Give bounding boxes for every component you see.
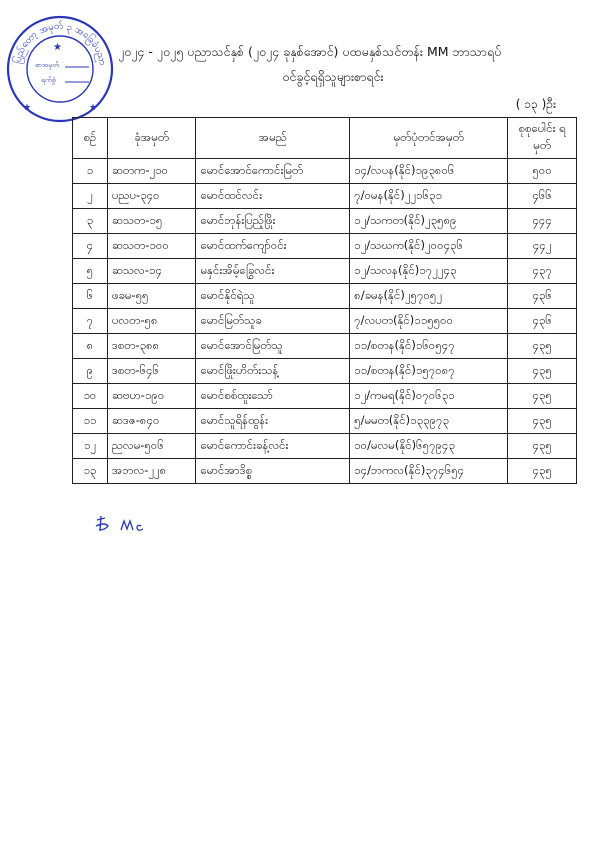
header-roll-number: ခုံအမှတ်	[107, 118, 196, 159]
svg-text:★: ★	[89, 103, 98, 113]
row-serial: ၁၂	[73, 434, 108, 459]
row-nrc-number: ၁၁/စတန(နိုင်)၁၆၀၅၄၇	[350, 334, 508, 359]
row-name: မနှင်းအိမ့်ခြွေလင်း	[196, 259, 350, 284]
row-name: မောင်မြတ်သူခ	[196, 309, 350, 334]
admission-list-table	[72, 117, 577, 484]
row-roll-number: ညလမ-၅၀၆	[107, 434, 196, 459]
row-serial: ၈	[73, 334, 108, 359]
row-serial: ၁	[73, 159, 108, 184]
table-row	[73, 284, 577, 309]
row-total-marks: ၅၀၀	[508, 159, 577, 184]
row-roll-number: ပလတ-၅၈	[107, 309, 196, 334]
row-nrc-number: ၁၂/သဃက(နိုင်)၂၀၀၄၃၆	[350, 234, 508, 259]
row-total-marks: ၄၃၅	[508, 434, 577, 459]
row-roll-number: ဖခမ-၅၅	[107, 284, 196, 309]
title-line-1: ၂၀၂၄ - ၂၀၂၅ ပညာသင်နှစ် (၂၀၂၄ ခုနှစ်အောင်) ပထမနှစ်သင်တန်း MM ဘာသာရပ်	[118, 44, 502, 59]
row-roll-number: ပညပ-၃၄၀	[107, 184, 196, 209]
row-total-marks: ၄၃၆	[508, 309, 577, 334]
row-total-marks: ၄၃၅	[508, 459, 577, 484]
row-serial: ၉	[73, 359, 108, 384]
row-nrc-number: ၁၄/ဘကလ(နိုင်)၃၇၄၆၅၄	[350, 459, 508, 484]
table-row	[73, 334, 577, 359]
row-roll-number: အဘလ-၂၂၈	[107, 459, 196, 484]
header-serial: စဉ်	[73, 118, 108, 159]
document-title	[118, 44, 588, 88]
row-nrc-number: ၁၄/လပန(နိုင်)၁၉၃၈၀၆	[350, 159, 508, 184]
row-name: မောင်အောင်မြတ်သူ	[196, 334, 350, 359]
row-roll-number: ဆဒဇ-၈၄၀	[107, 409, 196, 434]
table-row	[73, 384, 577, 409]
row-nrc-number: ၁၁/စတန(နိုင်)၁၅၇၀၈၇	[350, 359, 508, 384]
row-serial: ၇	[73, 309, 108, 334]
row-serial: ၁၁	[73, 409, 108, 434]
row-name: မောင်ထက်ကျော်ဝင်း	[196, 234, 350, 259]
table-row	[73, 409, 577, 434]
table-row	[73, 434, 577, 459]
row-total-marks: ၄၃၅	[508, 334, 577, 359]
row-total-marks: ၄၃၆	[508, 284, 577, 309]
table-header-row	[73, 118, 577, 159]
row-roll-number: ဒစတ-၆၄၆	[107, 359, 196, 384]
svg-text:★: ★	[53, 42, 62, 53]
row-nrc-number: ၁၂/သကတ(နိုင်)၂၃၅၈၉	[350, 209, 508, 234]
row-total-marks: ၄၃၅	[508, 409, 577, 434]
row-total-marks: ၄၃၇	[508, 259, 577, 284]
row-name: မောင်နိုင်ရဲသူ	[196, 284, 350, 309]
row-serial: ၆	[73, 284, 108, 309]
table-row	[73, 184, 577, 209]
row-name: မောင်ဖြိုးဟိတ်းသန့်	[196, 359, 350, 384]
row-serial: ၄	[73, 234, 108, 259]
table-row	[73, 459, 577, 484]
row-total-marks: ၄၄၄	[508, 209, 577, 234]
row-total-marks: ၄၄၂	[508, 234, 577, 259]
row-name: မောင်ကောင်းခန့်လင်း	[196, 434, 350, 459]
svg-text:ပြည်တော့ အမှတ် ၃ အခြေခံပညာ: ပြည်တော့ အမှတ် ၃ အခြေခံပညာ	[12, 20, 109, 67]
svg-text:ရက်စွဲ: ရက်စွဲ	[41, 76, 56, 84]
row-roll-number: ဒစတ-၃၈၈	[107, 334, 196, 359]
row-name: မောင်သူရိန်ထွန်း	[196, 409, 350, 434]
header-name: အမည်	[196, 118, 350, 159]
row-nrc-number: ၅/မမတ(နိုင်)၁၃၃၉၇၃	[350, 409, 508, 434]
row-serial: ၁၃	[73, 459, 108, 484]
row-nrc-number: ၁၀/မလမ(နိုင်)၆၅၇၉၄၃	[350, 434, 508, 459]
table-row	[73, 209, 577, 234]
row-nrc-number: ၁၂/ကမရ(နိုင်)၀၇၀၆၃၁	[350, 384, 508, 409]
header-nrc-number: မှတ်ပုံတင်အမှတ်	[350, 118, 508, 159]
row-nrc-number: ၇/ဝမန(နိုင်)၂၂၁၆၃၁	[350, 184, 508, 209]
row-name: မောင်ဘုန်းပြည့်ဖြိုး	[196, 209, 350, 234]
row-nrc-number: ၇/လပတ(နိုင်)၁၁၅၅၀၀	[350, 309, 508, 334]
row-serial: ၂	[73, 184, 108, 209]
table-row	[73, 359, 577, 384]
table-row	[73, 234, 577, 259]
title-line-2: ဝင်ခွင့်ရရှိသူများစာရင်း	[282, 69, 384, 84]
row-roll-number: ဆသတ-၁၀၀	[107, 234, 196, 259]
row-name: မောင်အောင်ကောင်းမြတ်	[196, 159, 350, 184]
table-row	[73, 309, 577, 334]
table-row	[73, 159, 577, 184]
svg-text:စာအမှတ်: စာအမှတ်	[35, 61, 60, 69]
row-roll-number: ဆသလ-၁၄	[107, 259, 196, 284]
row-roll-number: ဆသတ-၁၅	[107, 209, 196, 234]
row-roll-number: ဆတက-၂၁၀	[107, 159, 196, 184]
svg-text:★: ★	[23, 103, 32, 113]
total-count-label: ( ၁၃ )ဦး	[515, 97, 556, 111]
row-total-marks: ၄၆၆	[508, 184, 577, 209]
row-name: မောင်ထင်လင်း	[196, 184, 350, 209]
row-serial: ၁၀	[73, 384, 108, 409]
row-roll-number: ဆဗဟ-၁၉၀	[107, 384, 196, 409]
row-serial: ၅	[73, 259, 108, 284]
row-name: မောင်စစ်ထူးသော်	[196, 384, 350, 409]
row-total-marks: ၄၃၅	[508, 359, 577, 384]
row-nrc-number: ၁၂/သလန(နိုင်)၁၇၂၂၄၃	[350, 259, 508, 284]
header-total-marks: စုစုပေါင်း ရမှတ်	[508, 118, 577, 159]
handwritten-signature	[93, 512, 163, 538]
row-serial: ၃	[73, 209, 108, 234]
row-name: မောင်အာဒိစ္စ	[196, 459, 350, 484]
row-total-marks: ၄၃၅	[508, 384, 577, 409]
row-nrc-number: ၈/ခမန(နိုင်)၂၅၇၀၅၂	[350, 284, 508, 309]
table-row	[73, 259, 577, 284]
